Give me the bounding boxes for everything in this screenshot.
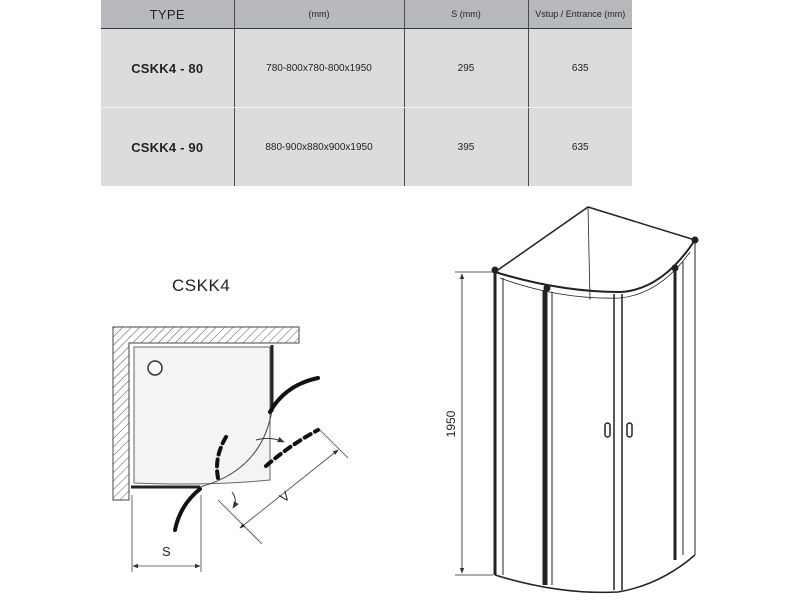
elevation-view <box>455 207 698 592</box>
row-type: CSKK4 - 90 <box>101 108 234 187</box>
header-size: (mm) <box>234 0 404 29</box>
top-curve <box>495 240 695 292</box>
row-type: CSKK4 - 80 <box>101 29 234 108</box>
row-entrance: 635 <box>528 29 632 108</box>
door-leaf-lower <box>175 489 200 530</box>
handle-icon <box>627 423 632 437</box>
header-type: TYPE <box>101 0 234 29</box>
row-size: 780-800x780-800x1950 <box>234 29 404 108</box>
back-edge <box>588 207 590 300</box>
plan-title: CSKK4 <box>172 276 231 295</box>
swing-arc <box>232 492 235 508</box>
dim-v-ext <box>218 500 262 544</box>
drain-icon <box>148 361 162 375</box>
bottom-curve <box>495 555 695 592</box>
dim-height-label: 1950 <box>444 410 458 438</box>
row-s: 395 <box>404 108 528 187</box>
row-entrance: 635 <box>528 108 632 187</box>
header-entrance: Vstup / Entrance (mm) <box>528 0 632 29</box>
pivot-icon <box>672 265 678 271</box>
pivot-icon <box>692 237 698 243</box>
dim-v-label: V <box>276 488 293 506</box>
header-s: S (mm) <box>404 0 528 29</box>
pivot-icon <box>544 285 550 291</box>
row-s: 295 <box>404 29 528 108</box>
door-swing-upper <box>266 430 318 466</box>
dim-s-label: S <box>162 544 171 559</box>
handle-icon <box>605 423 610 437</box>
dim-v-ext <box>320 430 348 458</box>
top-frame <box>495 207 695 272</box>
row-size: 880-900x880x900x1950 <box>234 108 404 187</box>
door-leaf-upper <box>270 378 318 412</box>
plan-view <box>113 327 348 572</box>
